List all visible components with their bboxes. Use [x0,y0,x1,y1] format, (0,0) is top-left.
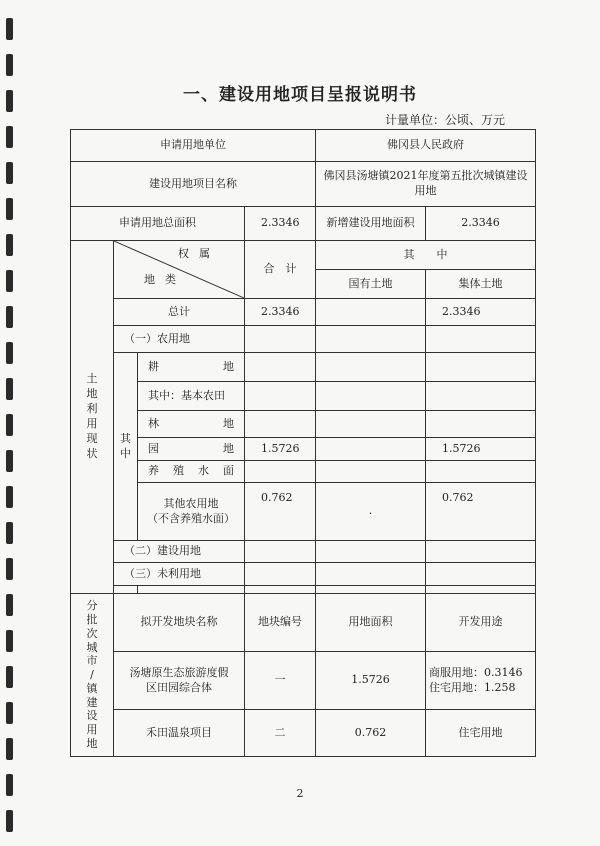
agri-land-label: （一）农用地 [114,326,245,353]
plot-code-header: 地块编号 [245,594,316,652]
table-row [71,411,536,438]
plot-name-header: 拟开发地块名称 [114,594,245,652]
table-row [71,461,536,483]
plot-use-header: 开发用途 [426,594,536,652]
binder-hole [6,18,13,40]
plot-area: 1.5726 [316,652,426,710]
row-label: 耕地 [138,353,245,382]
table-row [71,162,536,207]
new-area-label: 新增建设用地面积 [316,207,426,241]
plot-code: 二 [245,710,316,757]
batch-land-label: 分 批 次 城 市 / 镇 建 设 用 地 [71,594,114,757]
binder-hole [6,306,13,328]
binder-hole [6,414,13,436]
plot-use: 商服用地：0.3146 住宅用地：1.258 [426,652,536,710]
total-row-label: 总计 [114,299,245,326]
state-land-header: 国有土地 [316,270,426,299]
total-row-collective: 2.3346 [426,299,536,326]
plot-name: 汤塘原生态旅游度假 区田园综合体 [114,652,245,710]
binder-hole [6,666,13,688]
table-row [71,241,536,270]
land-status-label: 土 地 利 用 现 状 [71,241,114,594]
binder-hole [6,486,13,508]
unused-land-label: （三）未利用地 [114,563,245,586]
binder-hole [6,54,13,76]
table-row: 园地 1.5726 1.5726 [71,438,536,461]
land-use-table [70,129,536,757]
among-label: 其 中 [114,353,138,541]
project-label: 建设用地项目名称 [71,162,316,207]
collective-land-header: 集体土地 [426,270,536,299]
binder-hole [6,702,13,724]
table-row [71,207,536,241]
table-row [71,652,536,710]
table-row: 其他农用地 （不含养殖水面） 0.762 . 0.762 [71,483,536,541]
table-row [71,326,536,353]
binder-hole [6,126,13,148]
table-row [71,299,536,326]
binder-hole [6,234,13,256]
document-title: 一、建设用地项目呈报说明书 [183,85,417,105]
binder-hole [6,378,13,400]
table-row [71,353,536,382]
applicant-value: 佛冈县人民政府 [316,130,536,162]
project-value: 佛冈县汤塘镇2021年度第五批次城镇建设用地 [316,162,536,207]
total-header: 合 计 [245,241,316,299]
diagonal-header: 权属 地类 [114,241,245,299]
plot-area-header: 用地面积 [316,594,426,652]
table-row [71,594,536,652]
table-row [71,130,536,162]
total-row-state [316,299,426,326]
plot-area: 0.762 [316,710,426,757]
among-header: 其 中 [316,241,536,270]
construction-land-label: （二）建设用地 [114,541,245,563]
table-row [71,563,536,586]
binder-hole [6,162,13,184]
other-agri-label: 其他农用地 （不含养殖水面） [138,483,245,541]
binder-hole [6,558,13,580]
binder-hole [6,594,13,616]
binder-hole [6,810,13,832]
binder-hole [6,450,13,472]
plot-code: 一 [245,652,316,710]
table-row [71,710,536,757]
plot-name: 禾田温泉项目 [114,710,245,757]
binder-holes [0,0,22,846]
total-row-total: 2.3346 [245,299,316,326]
measurement-unit: 计量单位：公顷、万元 [384,113,505,127]
row-label: 其中：基本农田 [138,382,245,411]
row-label: 园地 [138,438,245,461]
row-label: 林地 [138,411,245,438]
plot-use: 住宅用地 [426,710,536,757]
total-area-value: 2.3346 [245,207,316,241]
binder-hole [6,270,13,292]
page-number: 2 [296,787,304,800]
binder-hole [6,522,13,544]
total-area-label: 申请用地总面积 [71,207,245,241]
binder-hole [6,198,13,220]
binder-hole [6,342,13,364]
new-area-value: 2.3346 [426,207,536,241]
table-row [71,541,536,563]
applicant-label: 申请用地单位 [71,130,316,162]
table-row [71,382,536,411]
binder-hole [6,630,13,652]
row-label: 养殖水面 [138,461,245,483]
binder-hole [6,738,13,760]
